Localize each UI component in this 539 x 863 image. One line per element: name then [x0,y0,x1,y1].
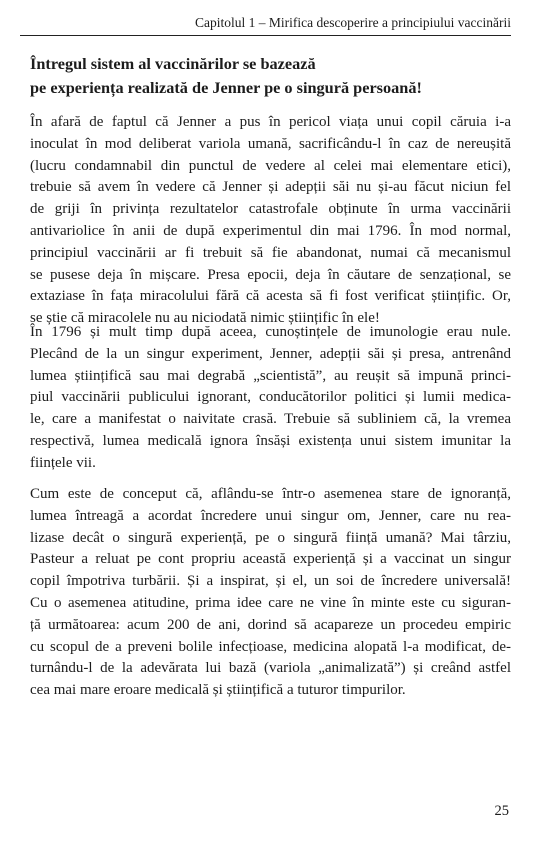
page-number: 25 [494,803,509,819]
paragraph-line: În 1796 și mult timp după aceea, cunoștințele de imunologie erau nule. [30,324,511,340]
paragraph-line: cea mai mare eroare medicală și științifică a tuturor timpurilor. [30,682,406,699]
paragraph-line: inoculat în mod deliberat variola umană, sacrificându-l în caz de nereușită [30,135,511,152]
paragraph-line: În afară de faptul că Jenner a pus în pericol viața unui copil căruia i-a [30,114,511,130]
paragraph-line: trebuie să avem în vedere că Jenner și adepții săi nu și-au făcut niciun fel [30,179,511,196]
paragraph-3 [30,484,511,702]
paragraph-line: se pusese deja în mișcare. Presa epocii, deja în căutare de senzațional, se [30,266,511,283]
paragraph-line: lumea științifică sau mai degrabă „scientistă”, au reușit să impună princi- [30,367,511,384]
paragraph-2 [30,322,511,475]
paragraph-line: turnându-l de la adevărata lui bază (variola „animalizată”) și creând astfel [30,660,511,677]
paragraph-line: cu scopul de a preveni bolile infecțioase, medicina alopată l-a modificat, de- [30,638,511,655]
paragraph-line: Pasteur a reluat pe cont propriu această experiență și a vaccinat un singur [30,551,511,568]
paragraph-line: principiul vaccinării ar fi trebuit să fie abandonat, numai că mecanismul [30,244,511,261]
section-heading [30,52,500,100]
section-heading-line-1: Întregul sistem al vaccinărilor se bazează [30,54,316,73]
paragraph-line: Cu o asemenea atitudine, prima idee care ne vine în minte este cu siguran- [30,594,511,611]
paragraph-line: de griji în privința rezultatelor catastrofale obținute în urma vaccinării [30,201,511,218]
paragraph-line: piul vaccinării publicului ignorant, conducătorilor politici și lumii medica- [30,389,511,406]
section-heading-line-2: pe experiența realizată de Jenner pe o singură persoană! [30,78,422,97]
paragraph-line: ființele vii. [30,454,96,471]
paragraph-line: lizase decât o singură experiență, pe o singură ființă umană? Mai târziu, [30,529,511,546]
paragraph-line: respectivă, lumea medicală ignora însăși existența unui sistem imunitar la [30,432,511,449]
paragraph-line: lumea întreagă a acordat încredere unui singur om, Jenner, care nu rea- [30,507,511,524]
paragraph-line: se știe că miracolele nu au niciodată nimic științific în ele! [30,310,380,327]
paragraph-line: copil împotriva turbării. Și a inspirat, și el, un soi de încredere universală! [30,573,511,590]
paragraph-line: antivariolice în anii de după experimentul din mai 1796. În mod normal, [30,222,511,239]
paragraph-line: Cum este de conceput că, aflându-se într-o asemenea stare de ignoranță, [30,486,511,502]
paragraph-line: (lucru condamnabil din punctul de vedere al celei mai elementare etici), [30,157,511,174]
paragraph-line: extaziase în fața miracolului fără că acesta să fi fost verificat științific. Or, [30,288,511,305]
paragraph-1 [30,112,511,330]
paragraph-line: le, care a manifestat o naivitate crasă. Trebuie să subliniem că, la vremea [30,411,511,428]
paragraph-line: ță următoarea: acum 200 de ani, dorind să acapareze un procedeu empiric [30,616,511,633]
paragraph-line: Plecând de la un singur experiment, Jenner, adepții săi și presa, antrenând [30,345,511,362]
running-header: Capitolul 1 – Mirifica descoperire a principiului vaccinării [20,15,511,36]
